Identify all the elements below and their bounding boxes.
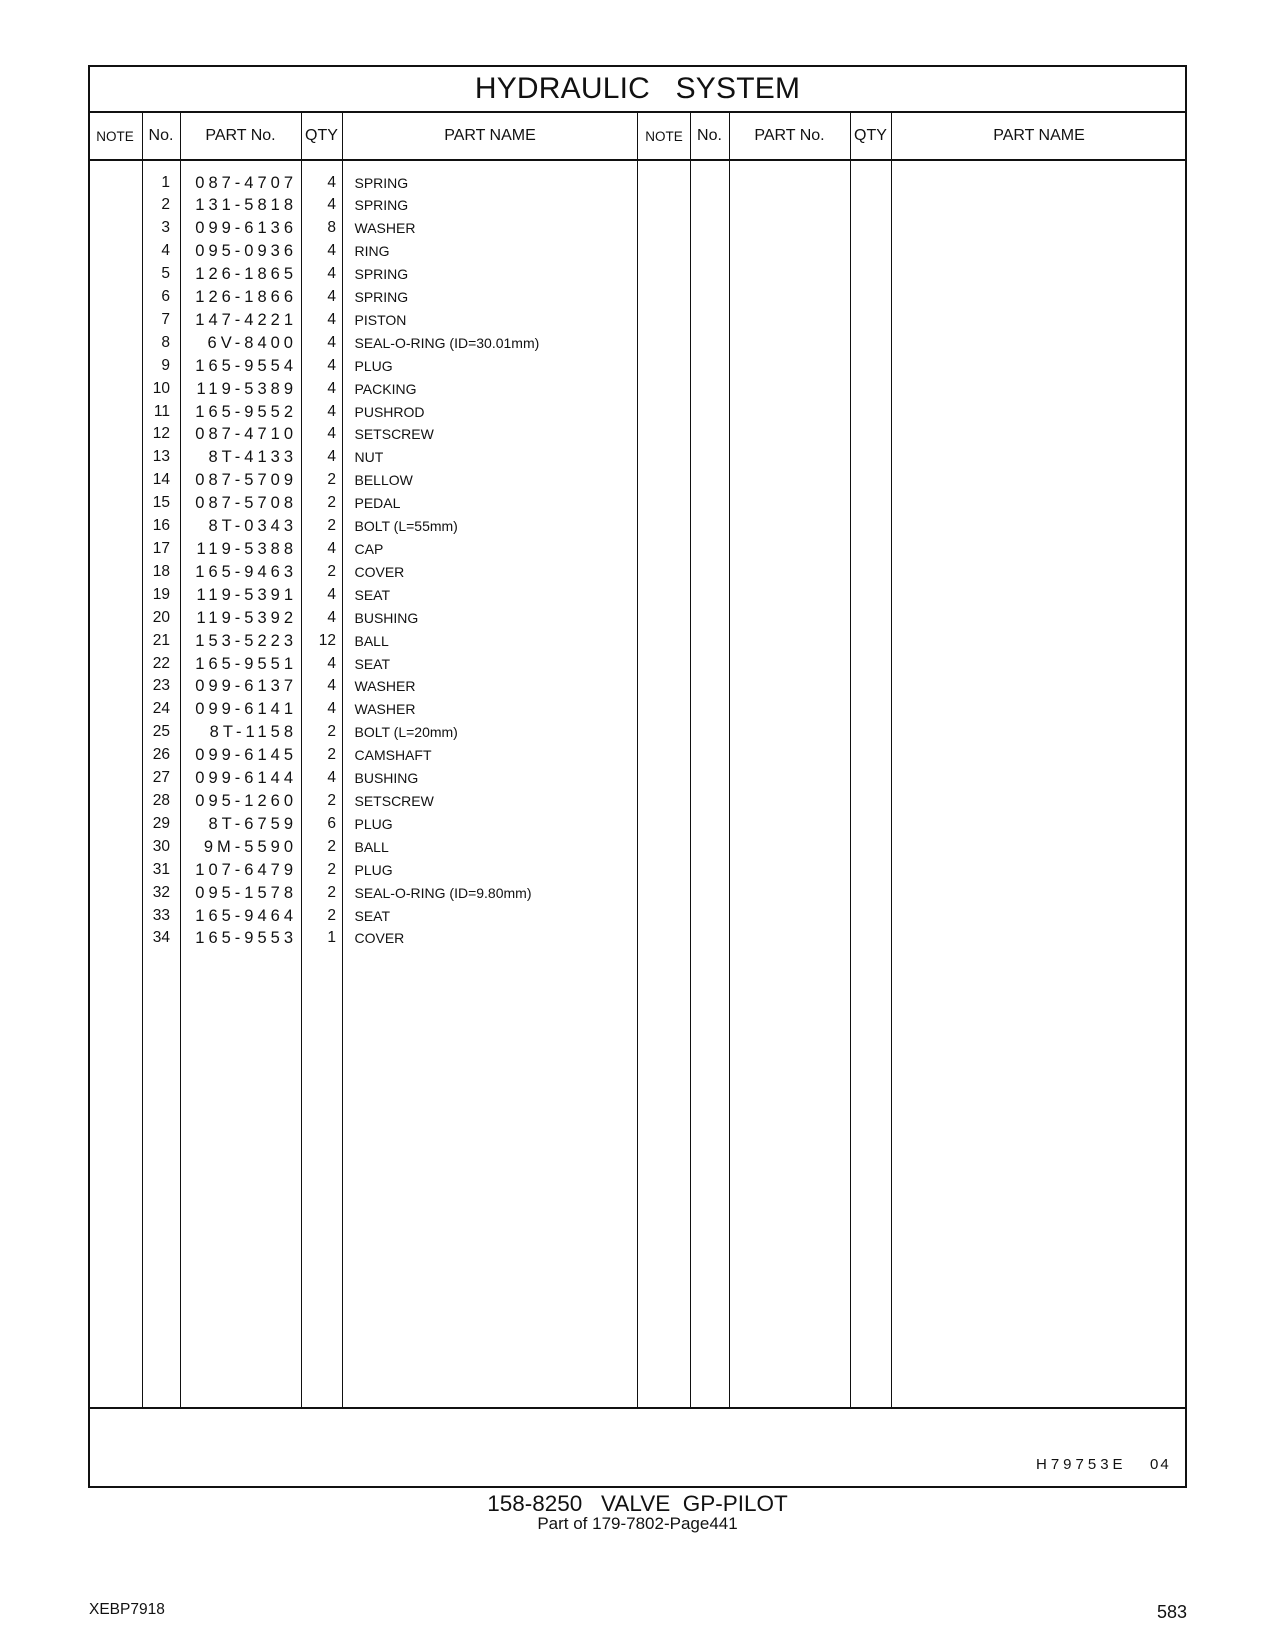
quantity: 4 [327, 700, 336, 718]
table-row [142, 194, 638, 217]
part-name: BOLT (L=55mm) [354, 518, 458, 535]
part-number: 8T-0343 [208, 517, 297, 536]
item-number: 32 [152, 883, 170, 901]
item-number: 3 [161, 219, 170, 237]
quantity: 4 [327, 242, 336, 260]
parts-list [142, 172, 638, 951]
part-name: CAMSHAFT [354, 747, 432, 764]
table-row [142, 698, 638, 721]
part-number: 165-9552 [195, 402, 297, 421]
part-name: BELLOW [354, 472, 413, 489]
part-number: 9M-5590 [203, 837, 297, 856]
item-number: 15 [152, 494, 170, 512]
part-name: PUSHROD [354, 403, 425, 420]
quantity: 6 [327, 814, 336, 832]
part-name: SPRING [354, 266, 409, 283]
part-number: 8T-6759 [208, 814, 297, 833]
table-row [142, 378, 638, 401]
column-header-qty: QTY [854, 127, 887, 144]
part-name: SETSCREW [354, 426, 434, 443]
item-number: 34 [152, 929, 170, 947]
item-number: 8 [161, 333, 170, 351]
part-number: 095-1578 [195, 883, 297, 902]
table-row [142, 630, 638, 653]
column-divider [690, 112, 691, 1408]
part-number: 087-4710 [195, 425, 297, 444]
column-header-part-no: PART No. [754, 127, 825, 144]
part-number: 099-6137 [195, 677, 297, 696]
part-name: SEAT [354, 655, 391, 672]
part-number: 099-6136 [195, 219, 297, 238]
column-header-no: No. [148, 127, 174, 144]
part-number: 119-5389 [196, 379, 297, 398]
part-number: 165-9464 [195, 906, 297, 925]
table-row [142, 332, 638, 355]
quantity: 4 [327, 356, 336, 374]
item-number: 31 [152, 860, 170, 878]
part-number: 119-5391 [196, 585, 297, 604]
part-name: COVER [354, 563, 405, 580]
table-row [142, 721, 638, 744]
item-number: 4 [161, 242, 170, 260]
item-number: 14 [152, 471, 170, 489]
part-name: PISTON [354, 311, 407, 328]
item-number: 20 [152, 608, 170, 626]
table-row [142, 836, 638, 859]
quantity: 2 [327, 517, 336, 535]
table-row [142, 584, 638, 607]
quantity: 2 [327, 791, 336, 809]
table-row [142, 538, 638, 561]
quantity: 4 [327, 540, 336, 557]
table-row [142, 263, 638, 286]
part-number: 119-5392 [196, 608, 297, 627]
quantity: 1 [327, 929, 336, 947]
part-name: NUT [354, 449, 384, 466]
table-row [142, 240, 638, 263]
part-number: 099-6144 [195, 769, 297, 788]
table-row [142, 767, 638, 790]
part-number: 8T-4133 [208, 448, 297, 467]
quantity: 8 [327, 219, 336, 237]
part-number: 126-1865 [195, 265, 297, 284]
part-name: BUSHING [354, 609, 419, 626]
table-row [142, 859, 638, 882]
document-id: XEBP7918 [89, 1601, 165, 1618]
quantity: 2 [327, 746, 336, 764]
part-name: SPRING [354, 289, 409, 306]
item-number: 1 [161, 173, 170, 191]
part-number: 095-1260 [195, 791, 297, 810]
assembly-reference: Part of 179-7802-Page441 [537, 1514, 738, 1533]
page-number: 583 [1156, 1602, 1187, 1622]
part-number: 131-5818 [195, 196, 297, 215]
column-header-no: No. [697, 127, 722, 144]
quantity: 4 [327, 769, 336, 787]
part-number: 087-4707 [195, 173, 297, 192]
table-row [142, 675, 638, 698]
quantity: 4 [327, 677, 336, 695]
part-name: PACKING [354, 380, 417, 397]
item-number: 25 [152, 723, 170, 741]
quantity: 12 [318, 631, 336, 649]
item-number: 29 [152, 814, 170, 832]
quantity: 2 [327, 860, 336, 878]
quantity: 4 [327, 654, 336, 672]
table-row [142, 653, 638, 676]
part-number: 165-9553 [195, 929, 297, 948]
table-row [142, 790, 638, 813]
quantity: 4 [327, 448, 336, 466]
part-name: BALL [354, 632, 389, 649]
quantity: 4 [327, 608, 336, 626]
part-name: PEDAL [354, 495, 401, 512]
part-name: SEAL-O-RING (ID=30.01mm) [354, 334, 540, 351]
item-number: 23 [152, 677, 170, 695]
item-number: 5 [161, 265, 170, 283]
item-number: 12 [152, 425, 170, 443]
item-number: 30 [152, 837, 170, 855]
section-title: HYDRAULIC SYSTEM [474, 71, 801, 105]
table-row [142, 355, 638, 378]
table-row [142, 469, 638, 492]
part-number: 147-4221 [195, 310, 297, 329]
quantity: 4 [327, 379, 336, 397]
table-row [142, 217, 638, 240]
part-name: BALL [354, 838, 389, 855]
part-number: 126-1866 [195, 288, 297, 307]
part-number: 087-5709 [195, 471, 297, 490]
item-number: 7 [161, 310, 170, 328]
table-row [142, 744, 638, 767]
quantity: 4 [327, 333, 336, 351]
part-number: 165-9554 [195, 356, 297, 375]
table-row [142, 172, 638, 195]
item-number: 22 [152, 654, 170, 672]
column-header-part-name: PART NAME [993, 127, 1085, 144]
part-number: 119-5388 [196, 540, 297, 558]
drawing-code: H79753E [1036, 1456, 1127, 1473]
part-name: COVER [354, 930, 405, 947]
part-name: BUSHING [354, 770, 419, 787]
part-name: WASHER [354, 678, 416, 695]
item-number: 21 [152, 631, 170, 649]
column-divider [729, 112, 730, 1408]
column-divider [891, 112, 892, 1408]
table-row [142, 561, 638, 584]
quantity: 4 [327, 585, 336, 603]
part-name: SPRING [354, 197, 409, 214]
item-number: 11 [153, 402, 170, 420]
table-row [142, 446, 638, 469]
item-number: 16 [152, 517, 170, 535]
table-row [142, 905, 638, 928]
part-name: PLUG [354, 357, 393, 374]
part-name: WASHER [354, 701, 416, 718]
part-name: RING [354, 243, 390, 260]
quantity: 2 [327, 562, 336, 580]
part-number: 165-9463 [195, 562, 297, 581]
table-row [142, 423, 638, 446]
column-header-part-no: PART No. [205, 127, 276, 144]
part-name: WASHER [354, 220, 416, 237]
table-row [142, 309, 638, 332]
quantity: 2 [327, 837, 336, 855]
item-number: 18 [152, 562, 170, 580]
part-name: PLUG [354, 861, 393, 878]
column-header-note: NOTE [96, 128, 134, 144]
part-name: PLUG [354, 815, 393, 832]
item-number: 13 [152, 448, 170, 466]
quantity: 2 [327, 906, 336, 924]
part-name: SEAT [354, 586, 391, 603]
quantity: 2 [327, 494, 336, 512]
table-row [142, 515, 638, 538]
quantity: 4 [327, 173, 336, 191]
column-header-note: NOTE [645, 128, 683, 144]
column-divider [850, 112, 851, 1408]
part-name: SETSCREW [354, 792, 434, 809]
table-row [142, 492, 638, 515]
item-number: 6 [161, 288, 170, 306]
part-number: 095-0936 [195, 242, 297, 261]
part-number: 087-5708 [195, 494, 297, 513]
column-header-qty: QTY [305, 127, 338, 144]
part-number: 6V-8400 [207, 333, 297, 352]
item-number: 26 [152, 746, 170, 764]
table-row [142, 927, 638, 950]
table-row [142, 813, 638, 836]
table-row [142, 286, 638, 309]
table-row [142, 882, 638, 905]
revision-number: 04 [1150, 1456, 1171, 1473]
quantity: 2 [327, 723, 336, 741]
quantity: 2 [327, 471, 336, 489]
part-number: 099-6141 [195, 700, 297, 719]
part-number: 165-9551 [195, 654, 297, 673]
quantity: 4 [327, 196, 336, 214]
part-name: SPRING [354, 174, 409, 191]
part-name: CAP [354, 541, 384, 557]
item-number: 33 [152, 906, 170, 924]
table-row [142, 401, 638, 424]
part-number: 099-6145 [195, 746, 297, 765]
item-number: 24 [152, 700, 170, 718]
part-number: 8T-1158 [209, 723, 297, 742]
item-number: 2 [161, 196, 170, 214]
part-name: BOLT (L=20mm) [354, 724, 458, 741]
item-number: 19 [152, 585, 170, 603]
item-number: 27 [152, 769, 170, 787]
part-name: SEAT [354, 907, 391, 924]
item-number: 9 [161, 356, 170, 374]
quantity: 4 [327, 310, 336, 328]
table-row [142, 607, 638, 630]
item-number: 17 [152, 540, 170, 557]
column-header-part-name: PART NAME [444, 127, 536, 144]
quantity: 4 [327, 288, 336, 306]
item-number: 10 [152, 379, 170, 397]
part-name: SEAL-O-RING (ID=9.80mm) [354, 884, 532, 901]
part-number: 153-5223 [195, 631, 297, 650]
quantity: 2 [327, 883, 336, 901]
quantity: 4 [327, 425, 336, 443]
item-number: 28 [152, 791, 170, 809]
quantity: 4 [327, 265, 336, 283]
part-number: 107-6479 [195, 860, 297, 879]
assembly-title: 158-8250 VALVE GP-PILOT [487, 1491, 788, 1516]
quantity: 4 [327, 402, 336, 420]
